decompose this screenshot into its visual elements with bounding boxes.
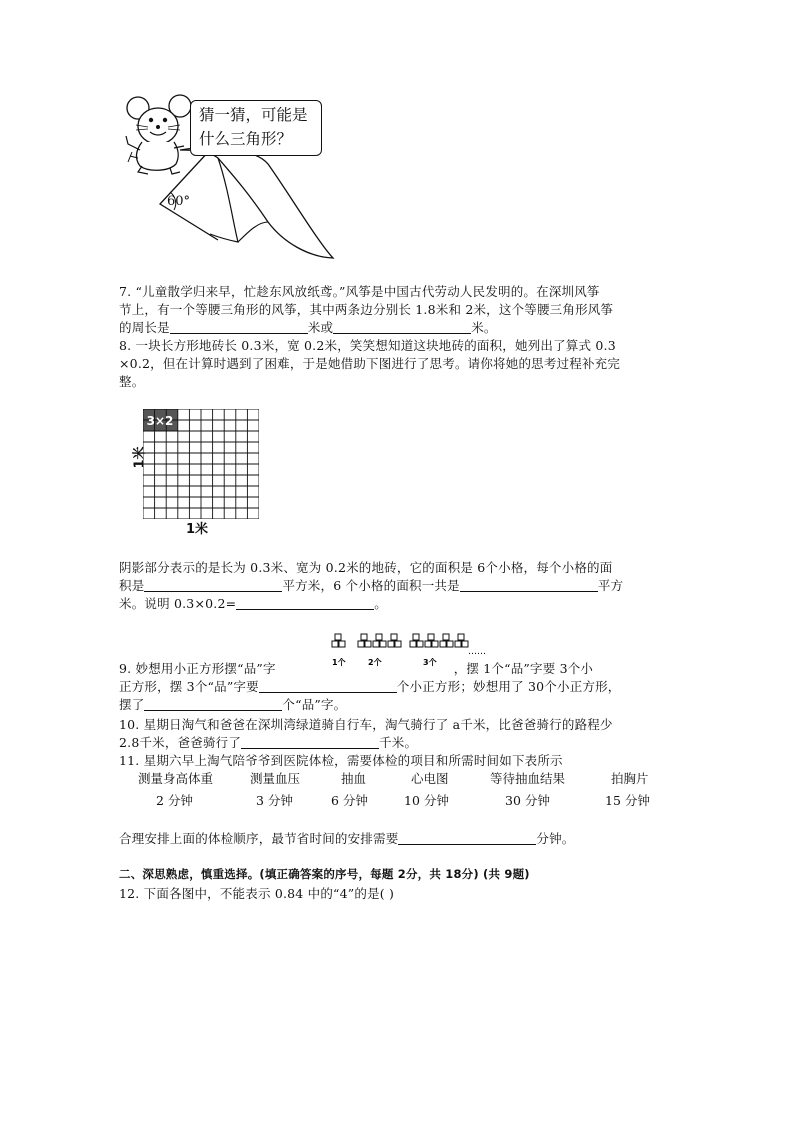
q7-text-b: 米或 <box>307 320 334 335</box>
pin-ellipsis: …… <box>468 647 486 657</box>
pin-square <box>440 641 446 647</box>
pin-label-1: 1个 <box>332 658 346 667</box>
pin-square <box>391 634 397 640</box>
q8-line-3: 整。 <box>119 374 145 389</box>
q7-line-1: 7. “儿童散学归来早，忙趁东风放纸鸢。”风筝是中国古代劳动人民发明的。在深圳风筝 <box>119 284 600 299</box>
exam-time-5: 30 分钟 <box>505 793 550 808</box>
q9-line-2 <box>119 677 621 695</box>
pin-square <box>425 641 431 647</box>
q9-text-e: 摆了 <box>119 697 145 712</box>
pin-label-3: 3个 <box>423 658 437 667</box>
q8-text-e: 。 <box>374 596 387 611</box>
q11-line-1: 11. 星期六早上淘气陪爷爷到医院体检，需要体检的项目和所需时间如下表所示 <box>119 753 563 768</box>
q8-line-2: ×0.2，但在计算时遇到了困难，于是她借助下图进行了思考。请你将她的思考过程补充完 <box>119 356 621 371</box>
grid-y-label: 1米 <box>132 446 148 469</box>
shaded-label: 3×2 <box>146 414 174 428</box>
grid-x-label: 1米 <box>186 522 209 537</box>
pin-square <box>376 634 382 640</box>
pin-square <box>458 634 464 640</box>
q7-line-2: 节上，有一个等腰三角形的风筝，其中两条边分别长 1.8米和 2米，这个等腰三角形风筝 <box>119 302 614 317</box>
q10-text-a: 2.8千米，爸爸骑行了 <box>119 735 242 750</box>
pin-square <box>332 641 338 647</box>
speech-bubble <box>190 100 322 156</box>
q8-line-1: 8. 一块长方形地砖长 0.3米，宽 0.2米，笑笑想知道这块地砖的面积，她列出了算式 0.3 <box>119 338 616 353</box>
q10-line-1: 10. 星期日淘气和爸爸在深圳湾绿道骑自行车，淘气骑行了 a千米，比爸爸骑行的路程少 <box>119 717 613 732</box>
q9-blank-2[interactable] <box>144 698 282 711</box>
section-2-title: 二、深思熟虑，慎重选择。(填正确答案的序号，每题 2分，共 18分) (共 9题) <box>119 867 530 881</box>
exam-item-5: 等待抽血结果 <box>490 771 566 786</box>
q9-blank-1[interactable] <box>259 680 397 693</box>
q10-text-b: 千米。 <box>379 735 418 750</box>
pin-square <box>373 641 379 647</box>
q11-text-b: 分钟。 <box>536 831 575 846</box>
exam-time-6: 15 分钟 <box>605 793 650 808</box>
pin-square <box>380 641 386 647</box>
q9-text-c: 正方形，摆 3个“品”字要 <box>119 679 259 694</box>
pin-square <box>432 641 438 647</box>
angle-label: 60° <box>167 194 191 209</box>
q7-line-3 <box>119 318 497 336</box>
q7-blank-2[interactable] <box>333 321 471 334</box>
pin-square <box>455 641 461 647</box>
q12-line: 12. 下面各图中，不能表示 0.84 中的“4”的是( ) <box>119 886 395 901</box>
pin-square <box>428 634 434 640</box>
q9-text-f: 个“品”字。 <box>282 697 347 712</box>
q7-blank-1[interactable] <box>170 321 308 334</box>
pin-square <box>335 634 341 640</box>
exam-item-6: 拍胸片 <box>611 771 649 786</box>
q8-after-line-1: 阴影部分表示的是长为 0.3米、宽为 0.2米的地砖，它的面积是 6个小格，每个小格的面 <box>119 560 613 575</box>
q8-text-b: 平方米，6 个小格的面积一共是 <box>282 578 460 593</box>
pin-square <box>395 641 401 647</box>
q10-blank-1[interactable] <box>241 736 379 749</box>
pin-label-2: 2个 <box>368 658 382 667</box>
bubble-line-2: 什么三角形？ <box>199 130 293 148</box>
q9-text-d: 个小正方形；妙想用了 30个小正方形， <box>396 679 621 694</box>
exam-item-2: 测量血压 <box>250 771 301 786</box>
pin-square <box>410 641 416 647</box>
pin-square <box>413 634 419 640</box>
q7-text-a: 的周长是 <box>119 320 170 335</box>
q9-text-b: ，摆 1个“品”字要 3个小 <box>453 661 594 676</box>
exam-item-3: 抽血 <box>341 771 367 786</box>
exam-item-4: 心电图 <box>411 771 449 786</box>
q9-line-3 <box>119 695 346 713</box>
exam-time-3: 6 分钟 <box>331 793 368 808</box>
pin-square <box>361 634 367 640</box>
exam-time-1: 2 分钟 <box>156 793 193 808</box>
kite-drape <box>180 146 333 258</box>
q11-text-a: 合理安排上面的体检顺序，最节省时间的安排需要 <box>119 831 399 846</box>
q10-line-2 <box>119 733 417 751</box>
q8-after-line-2 <box>119 576 623 594</box>
q11-blank-1[interactable] <box>398 832 536 845</box>
exam-time-4: 10 分钟 <box>404 793 449 808</box>
pin-square <box>417 641 423 647</box>
q8-text-c: 平方 <box>597 578 624 593</box>
q8-blank-1[interactable] <box>144 579 282 592</box>
pin-square <box>339 641 345 647</box>
bubble-line-1: 猜一猜，可能是 <box>199 106 308 124</box>
exam-item-1: 测量身高体重 <box>138 771 214 786</box>
q8-text-a: 积是 <box>119 578 145 593</box>
q8-blank-2[interactable] <box>460 579 598 592</box>
area-grid <box>143 409 259 519</box>
q8-blank-3[interactable] <box>236 597 374 610</box>
q8-text-d: 米。说明 0.3×0.2= <box>119 596 237 611</box>
exam-time-2: 3 分钟 <box>256 793 293 808</box>
q9-text-a: 9. 妙想用小正方形摆“品”字 <box>119 661 276 676</box>
pin-square <box>443 634 449 640</box>
pin-square <box>388 641 394 647</box>
q7-text-c: 米。 <box>471 320 497 335</box>
pin-square <box>358 641 364 647</box>
pin-square <box>365 641 371 647</box>
q11-answer-line <box>119 829 575 847</box>
q9-line-1 <box>119 659 593 677</box>
pin-square <box>447 641 453 647</box>
q8-after-line-3 <box>119 594 387 612</box>
